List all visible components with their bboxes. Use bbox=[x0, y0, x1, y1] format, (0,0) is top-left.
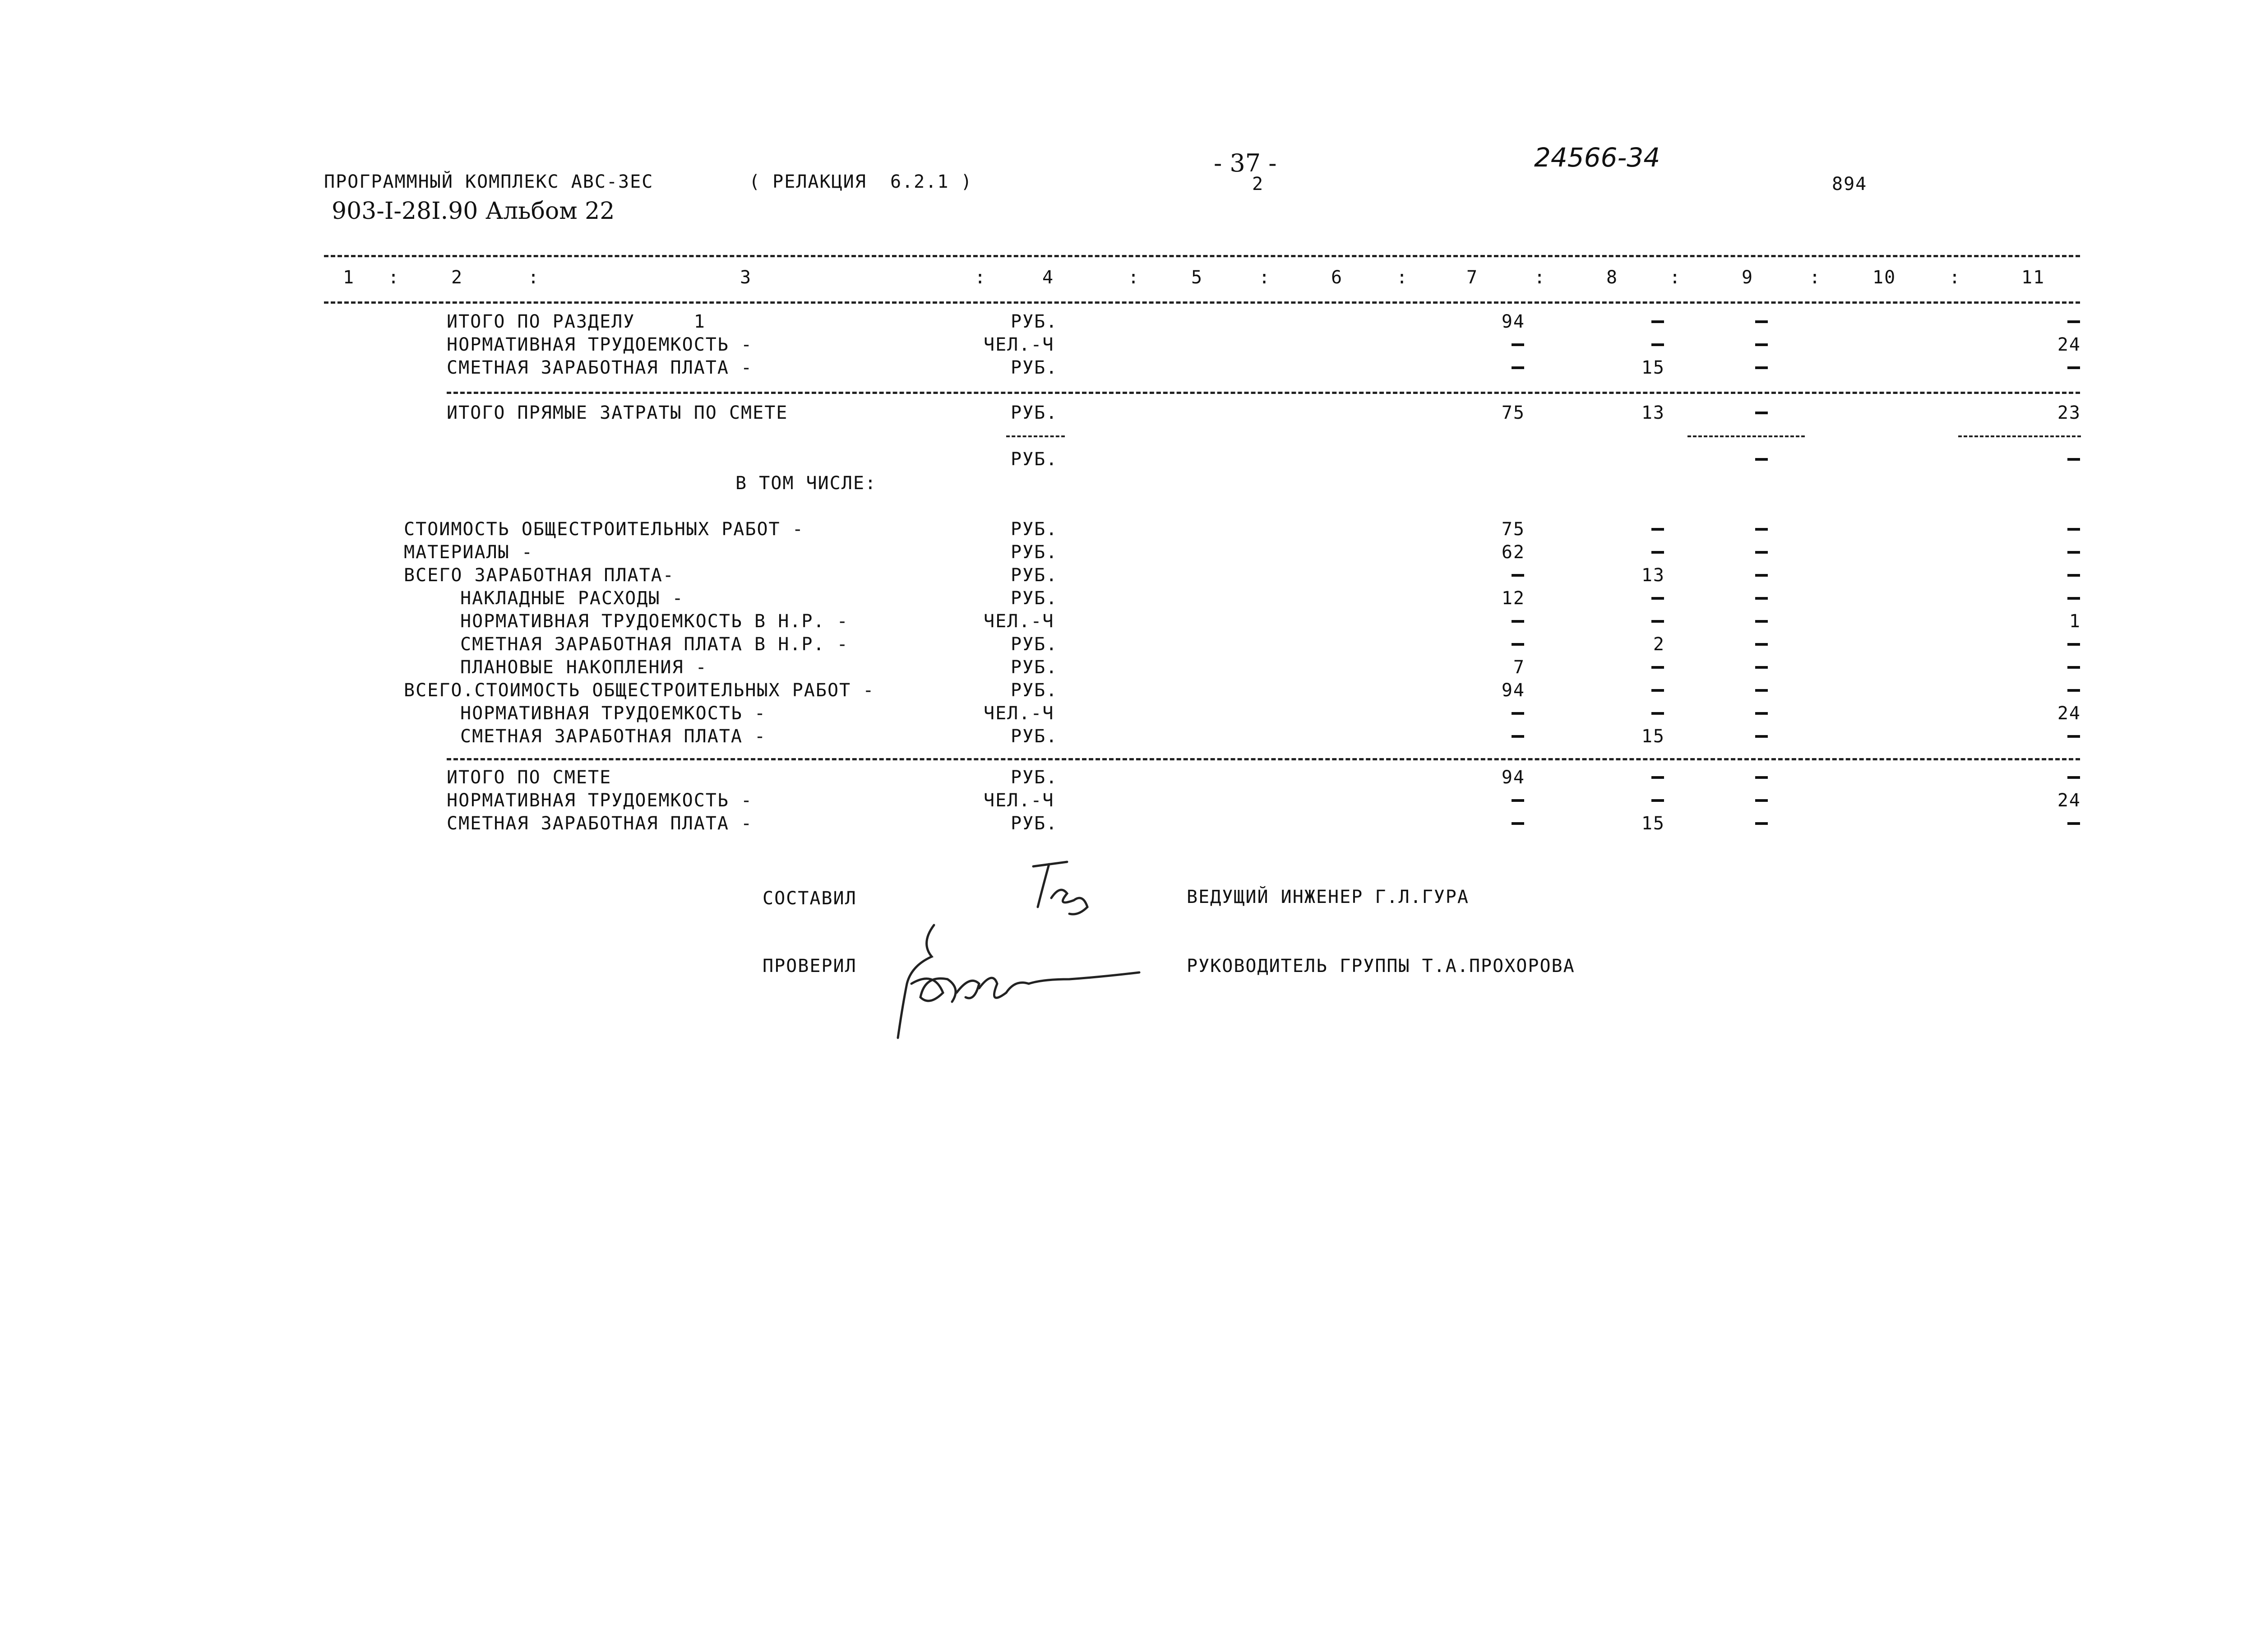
compiled-by-label: СОСТАВИЛ bbox=[763, 888, 857, 909]
column-separator: : bbox=[528, 267, 540, 288]
detail-row-col11-dash bbox=[2067, 666, 2080, 669]
detail-row-col7: 62 bbox=[1501, 542, 1525, 563]
detail-row-col7-dash bbox=[1512, 712, 1524, 715]
direct-costs-row2-col9-dash bbox=[1755, 458, 1768, 461]
section-total-row-col9-dash bbox=[1755, 366, 1768, 369]
column-number: 3 bbox=[740, 267, 752, 288]
detail-row-col9-dash bbox=[1755, 666, 1768, 669]
detail-row-col7: 75 bbox=[1501, 519, 1525, 540]
direct-costs-row-col9-dash bbox=[1755, 412, 1768, 414]
direct-costs-row-unit: РУБ. bbox=[1011, 403, 1058, 423]
detail-row-col9-dash bbox=[1755, 551, 1768, 554]
detail-row-col8: 2 bbox=[1653, 634, 1665, 655]
detail-row-unit: РУБ. bbox=[1011, 519, 1058, 540]
column-number: 10 bbox=[1872, 267, 1896, 288]
detail-row-col9-dash bbox=[1755, 712, 1768, 715]
detail-row-label: НОРМАТИВНАЯ ТРУДОЕМКОСТЬ В Н.Р. - bbox=[460, 611, 849, 632]
section-total-row-unit: ЧЕЛ.-Ч bbox=[984, 334, 1054, 355]
section-total-row-col8: 15 bbox=[1641, 357, 1665, 378]
detail-row-label: СТОИМОСТЬ ОБЩЕСТРОИТЕЛЬНЫХ РАБОТ - bbox=[404, 519, 804, 540]
detail-row-col7-dash bbox=[1512, 574, 1524, 577]
detail-row-unit: РУБ. bbox=[1011, 565, 1058, 586]
detail-row-col8: 13 bbox=[1641, 565, 1665, 586]
estimate-total-row-col9-dash bbox=[1755, 822, 1768, 825]
section-total-row-unit: РУБ. bbox=[1011, 311, 1058, 332]
section-total-row-col8-dash bbox=[1651, 320, 1664, 323]
direct-costs-row-col8: 13 bbox=[1641, 403, 1665, 423]
detail-row-unit: РУБ. bbox=[1011, 588, 1058, 609]
detail-row-label: СМЕТНАЯ ЗАРАБОТНАЯ ПЛАТА - bbox=[460, 726, 767, 747]
sheet-number: 894 bbox=[1832, 174, 1868, 194]
estimate-total-row-col8: 15 bbox=[1641, 813, 1665, 834]
detail-row-col8-dash bbox=[1651, 551, 1664, 554]
estimate-total-row-col7-dash bbox=[1512, 822, 1524, 825]
section-total-row-label: ИТОГО ПО РАЗДЕЛУ 1 bbox=[447, 311, 706, 332]
detail-row-unit: ЧЕЛ.-Ч bbox=[984, 611, 1054, 632]
detail-row-col8: 15 bbox=[1641, 726, 1665, 747]
column-separator: : bbox=[1949, 267, 1961, 288]
estimate-total-row-col11: 24 bbox=[2057, 790, 2081, 811]
page-subnumber: 2 bbox=[1252, 174, 1264, 194]
estimate-total-row-col7: 94 bbox=[1501, 767, 1525, 788]
detail-row-col9-dash bbox=[1755, 735, 1768, 738]
checked-by-label: ПРОВЕРИЛ bbox=[763, 956, 857, 976]
col9-underline bbox=[1687, 435, 1805, 437]
estimate-total-row-label: ИТОГО ПО СМЕТЕ bbox=[447, 767, 612, 788]
column-separator: : bbox=[1128, 267, 1140, 288]
section-total-row-col11-dash bbox=[2067, 320, 2080, 323]
compiled-by-person: ВЕДУЩИЙ ИНЖЕНЕР Г.Л.ГУРА bbox=[1187, 887, 1469, 907]
detail-row-unit: РУБ. bbox=[1011, 726, 1058, 747]
checked-by-person: РУКОВОДИТЕЛЬ ГРУППЫ Т.А.ПРОХОРОВА bbox=[1187, 956, 1575, 976]
estimate-total-row-col9-dash bbox=[1755, 799, 1768, 802]
column-separator: : bbox=[975, 267, 987, 288]
revision-label: ( РЕЛАКЦИЯ 6.2.1 ) bbox=[749, 171, 973, 192]
album-reference: 903-I-28I.90 Альбом 22 bbox=[332, 198, 615, 225]
detail-row-col7-dash bbox=[1512, 643, 1524, 646]
section-total-row-col7: 94 bbox=[1501, 311, 1525, 332]
program-title: ПРОГРАММНЫЙ КОМПЛЕКС АВС-3ЕС bbox=[324, 171, 654, 192]
detail-row-unit: РУБ. bbox=[1011, 634, 1058, 655]
detail-row-label: МАТЕРИАЛЫ - bbox=[404, 542, 533, 563]
detail-row-label: ВСЕГО ЗАРАБОТНАЯ ПЛАТА- bbox=[404, 565, 675, 586]
detail-row-col11-dash bbox=[2067, 551, 2080, 554]
direct-costs-row-label: ИТОГО ПРЯМЫЕ ЗАТРАТЫ ПО СМЕТЕ bbox=[447, 403, 788, 423]
column-separator: : bbox=[1809, 267, 1821, 288]
detail-row-col11: 1 bbox=[2069, 611, 2081, 632]
header-rule-bottom bbox=[324, 301, 2080, 304]
section-total-row-col11: 24 bbox=[2057, 334, 2081, 355]
detail-row-col11-dash bbox=[2067, 735, 2080, 738]
detail-row-label: НАКЛАДНЫЕ РАСХОДЫ - bbox=[460, 588, 684, 609]
estimate-total-row-label: НОРМАТИВНАЯ ТРУДОЕМКОСТЬ - bbox=[447, 790, 753, 811]
section-total-row-col9-dash bbox=[1755, 320, 1768, 323]
detail-row-col11-dash bbox=[2067, 528, 2080, 531]
direct-costs-row-col11: 23 bbox=[2057, 403, 2081, 423]
column-number: 6 bbox=[1331, 267, 1343, 288]
column-number: 11 bbox=[2021, 267, 2045, 288]
estimate-total-row-col11-dash bbox=[2067, 822, 2080, 825]
detail-row-col11: 24 bbox=[2057, 703, 2081, 724]
detail-row-col11-dash bbox=[2067, 574, 2080, 577]
detail-row-label: НОРМАТИВНАЯ ТРУДОЕМКОСТЬ - bbox=[460, 703, 767, 724]
estimate-total-row-col8-dash bbox=[1651, 776, 1664, 779]
header-rule-top bbox=[324, 255, 2080, 257]
detail-row-col9-dash bbox=[1755, 620, 1768, 623]
detail-row-col9-dash bbox=[1755, 689, 1768, 692]
detail-row-unit: РУБ. bbox=[1011, 680, 1058, 701]
detail-row-col11-dash bbox=[2067, 643, 2080, 646]
detail-row-col8-dash bbox=[1651, 689, 1664, 692]
column-number: 1 bbox=[343, 267, 355, 288]
section-total-row-label: НОРМАТИВНАЯ ТРУДОЕМКОСТЬ - bbox=[447, 334, 753, 355]
section-total-row-col7-dash bbox=[1512, 343, 1524, 346]
estimate-total-row-col7-dash bbox=[1512, 799, 1524, 802]
detail-row-label: ПЛАНОВЫЕ НАКОПЛЕНИЯ - bbox=[460, 657, 707, 678]
detail-row-col11-dash bbox=[2067, 689, 2080, 692]
detail-row-col7-dash bbox=[1512, 735, 1524, 738]
detail-row-col8-dash bbox=[1651, 528, 1664, 531]
including-heading: В ТОМ ЧИСЛЕ: bbox=[735, 473, 877, 494]
section-total-row-col11-dash bbox=[2067, 366, 2080, 369]
detail-row-col8-dash bbox=[1651, 666, 1664, 669]
direct-costs-row-col7: 75 bbox=[1501, 403, 1525, 423]
column-number: 5 bbox=[1191, 267, 1203, 288]
column-separator: : bbox=[1396, 267, 1409, 288]
detail-row-col8-dash bbox=[1651, 620, 1664, 623]
estimate-total-row-col8-dash bbox=[1651, 799, 1664, 802]
detail-row-col7: 94 bbox=[1501, 680, 1525, 701]
totals-rule bbox=[447, 758, 2080, 760]
detail-row-unit: ЧЕЛ.-Ч bbox=[984, 703, 1054, 724]
detail-row-unit: РУБ. bbox=[1011, 542, 1058, 563]
detail-row-col7-dash bbox=[1512, 620, 1524, 623]
direct-costs-row2-unit: РУБ. bbox=[1011, 449, 1058, 470]
section-total-row-col8-dash bbox=[1651, 343, 1664, 346]
column-number: 2 bbox=[451, 267, 463, 288]
estimate-total-row-label: СМЕТНАЯ ЗАРАБОТНАЯ ПЛАТА - bbox=[447, 813, 753, 834]
detail-row-col7: 12 bbox=[1501, 588, 1525, 609]
detail-row-col9-dash bbox=[1755, 574, 1768, 577]
section-total-row-col9-dash bbox=[1755, 343, 1768, 346]
estimate-total-row-col11-dash bbox=[2067, 776, 2080, 779]
handwritten-code: 24566-34 bbox=[1534, 142, 1660, 173]
column-separator: : bbox=[1534, 267, 1546, 288]
estimate-total-row-unit: РУБ. bbox=[1011, 813, 1058, 834]
estimate-total-row-unit: ЧЕЛ.-Ч bbox=[984, 790, 1054, 811]
detail-row-col9-dash bbox=[1755, 643, 1768, 646]
column-number: 7 bbox=[1466, 267, 1479, 288]
unit-underline bbox=[1006, 435, 1065, 437]
section-total-row-col7-dash bbox=[1512, 366, 1524, 369]
column-separator: : bbox=[1669, 267, 1682, 288]
column-number: 4 bbox=[1042, 267, 1054, 288]
detail-row-col8-dash bbox=[1651, 597, 1664, 600]
detail-row-col8-dash bbox=[1651, 712, 1664, 715]
detail-row-col9-dash bbox=[1755, 528, 1768, 531]
detail-row-label: ВСЕГО.СТОИМОСТЬ ОБЩЕСТРОИТЕЛЬНЫХ РАБОТ - bbox=[404, 680, 875, 701]
signature-checker bbox=[893, 916, 1146, 1051]
section-total-row-label: СМЕТНАЯ ЗАРАБОТНАЯ ПЛАТА - bbox=[447, 357, 753, 378]
detail-row-unit: РУБ. bbox=[1011, 657, 1058, 678]
col11-underline bbox=[1958, 435, 2081, 437]
section-rule bbox=[447, 392, 2080, 394]
detail-row-label: СМЕТНАЯ ЗАРАБОТНАЯ ПЛАТА В Н.Р. - bbox=[460, 634, 849, 655]
column-number: 8 bbox=[1606, 267, 1618, 288]
detail-row-col11-dash bbox=[2067, 597, 2080, 600]
column-separator: : bbox=[388, 267, 400, 288]
estimate-total-row-col9-dash bbox=[1755, 776, 1768, 779]
detail-row-col7: 7 bbox=[1513, 657, 1525, 678]
column-number: 9 bbox=[1742, 267, 1754, 288]
column-separator: : bbox=[1259, 267, 1271, 288]
detail-row-col9-dash bbox=[1755, 597, 1768, 600]
page-number: - 37 - bbox=[1214, 149, 1277, 177]
section-total-row-unit: РУБ. bbox=[1011, 357, 1058, 378]
estimate-total-row-unit: РУБ. bbox=[1011, 767, 1058, 788]
direct-costs-row2-col11-dash bbox=[2067, 458, 2080, 461]
